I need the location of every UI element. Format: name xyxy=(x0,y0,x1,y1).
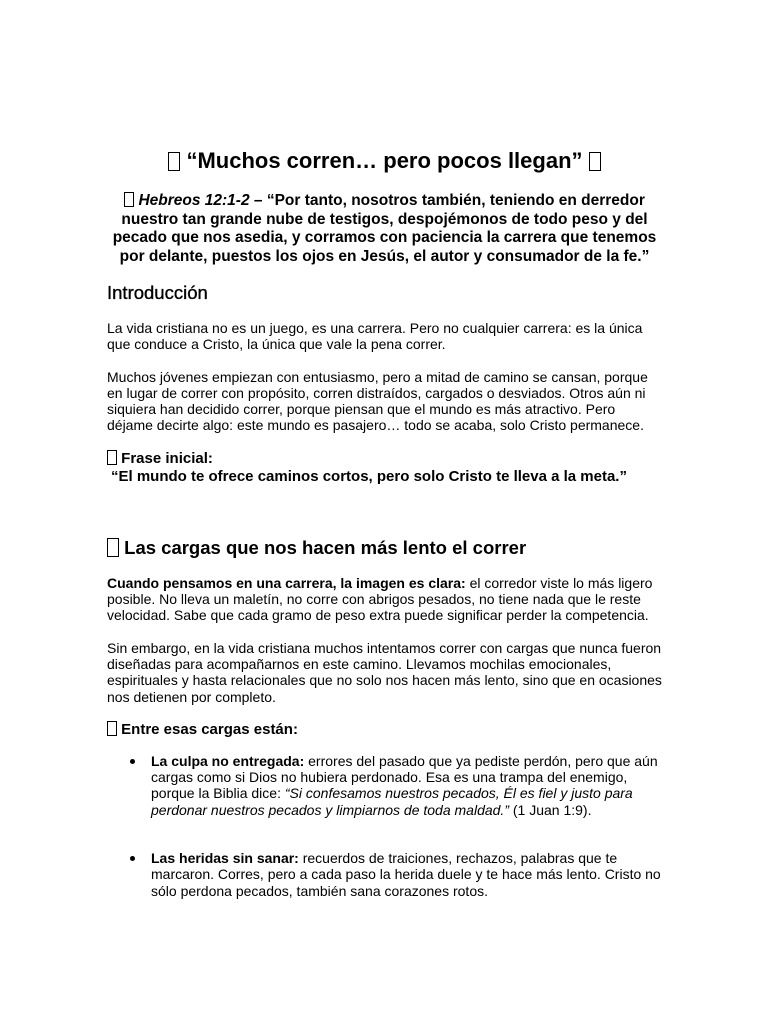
bullet-icon xyxy=(130,856,135,861)
item-italic: “Si confesamos nuestros pecados, Él es fiel y justo para perdonar nuestros pecados y limpiarnos de toda maldad.” xyxy=(151,785,633,818)
cargas-heading-text: Las cargas que nos hacen más lento el correr xyxy=(124,536,527,558)
missing-glyph-icon xyxy=(107,450,117,465)
item-text: recuerdos de traiciones, rechazos, palabras que te marcaron. Corres, pero a cada paso la herida duele y te hace más lento. Cristo no sólo perdona pecados, también sana corazones rotos. xyxy=(151,850,661,899)
item-bold: Las heridas sin sanar: xyxy=(151,850,299,867)
verse-reference: Hebreos 12:1-2 xyxy=(138,192,250,209)
missing-glyph-icon xyxy=(168,152,180,171)
verse-dash: – xyxy=(249,192,267,209)
bullet-icon xyxy=(130,759,135,764)
section-heading-introduccion: Introducción xyxy=(107,282,208,303)
cargas-p1-rest: el corredor viste lo más ligero posible. No lleva un maletín, no corre con abrigos pesados, no tiene nada que le reste velocidad. Sabe que cada gramo de peso extra puede significar perder la competencia. xyxy=(107,574,653,624)
missing-glyph-icon xyxy=(124,192,134,207)
cargas-list xyxy=(107,753,662,899)
document-content xyxy=(107,146,662,931)
list-item xyxy=(151,850,662,899)
title-text: “Muchos corren… pero pocos llegan” xyxy=(186,148,583,173)
cargas-paragraph-1 xyxy=(107,575,662,624)
key-verse xyxy=(107,192,662,266)
sub-label-text: Entre esas cargas están: xyxy=(121,720,298,738)
cargas-sub-label xyxy=(107,721,662,739)
cargas-paragraph-2: Sin embargo, en la vida cristiana muchos intentamos correr con cargas que nunca fueron diseñadas para acompañarnos en este camino. Llevamos mochilas emocionales, espirituales y hasta relacionales que no solo nos hacen más lento, sino que en ocasiones nos detienen por completo. xyxy=(107,639,662,705)
item-bold: La culpa no entregada: xyxy=(151,752,305,769)
intro-paragraph-2: Muchos jóvenes empiezan con entusiasmo, pero a mitad de camino se cansan, porque en lugar de correr con propósito, corren distraídos, cargados o desviados. Otros aún ni siquiera han decidido correr, porque piensan que el mundo es más atractivo. Pero déjame decirte algo: este mundo es pasajero… todo se acaba, solo Cristo permanece. xyxy=(107,368,648,434)
page-title xyxy=(107,146,662,176)
missing-glyph-icon xyxy=(107,721,117,736)
frase-inicial-quote: “El mundo te ofrece caminos cortos, pero solo Cristo te lleva a la meta.” xyxy=(111,467,627,485)
missing-glyph-icon xyxy=(589,152,601,171)
cargas-p1-bold: Cuando pensamos en una carrera, la imagen es clara: xyxy=(107,574,466,591)
missing-glyph-icon xyxy=(107,538,119,557)
intro-paragraph-1: La vida cristiana no es un juego, es una carrera. Pero no cualquier carrera: es la única que conduce a Cristo, la única que vale la pena correr. xyxy=(107,320,643,353)
item-tail: (1 Juan 1:9). xyxy=(508,801,592,818)
frase-inicial-label xyxy=(107,450,662,468)
frase-label-text: Frase inicial: xyxy=(121,449,213,467)
section-heading-cargas xyxy=(107,536,662,560)
item-text: errores del pasado que ya pediste perdón, pero que aún cargas como si Dios no hubiera perdonado. Esa es una trampa del enemigo, porque la Biblia dice: xyxy=(151,752,658,802)
list-item xyxy=(151,753,662,818)
verse-text: “Por tanto, nosotros también, teniendo en derredor nuestro tan grande nube de testigos, despojémonos de todo peso y del pecado que nos asedia, y corramos con paciencia la carrera que tenemos por delante, puestos los ojos en Jesús, el autor y consumador de la fe.” xyxy=(112,192,657,265)
